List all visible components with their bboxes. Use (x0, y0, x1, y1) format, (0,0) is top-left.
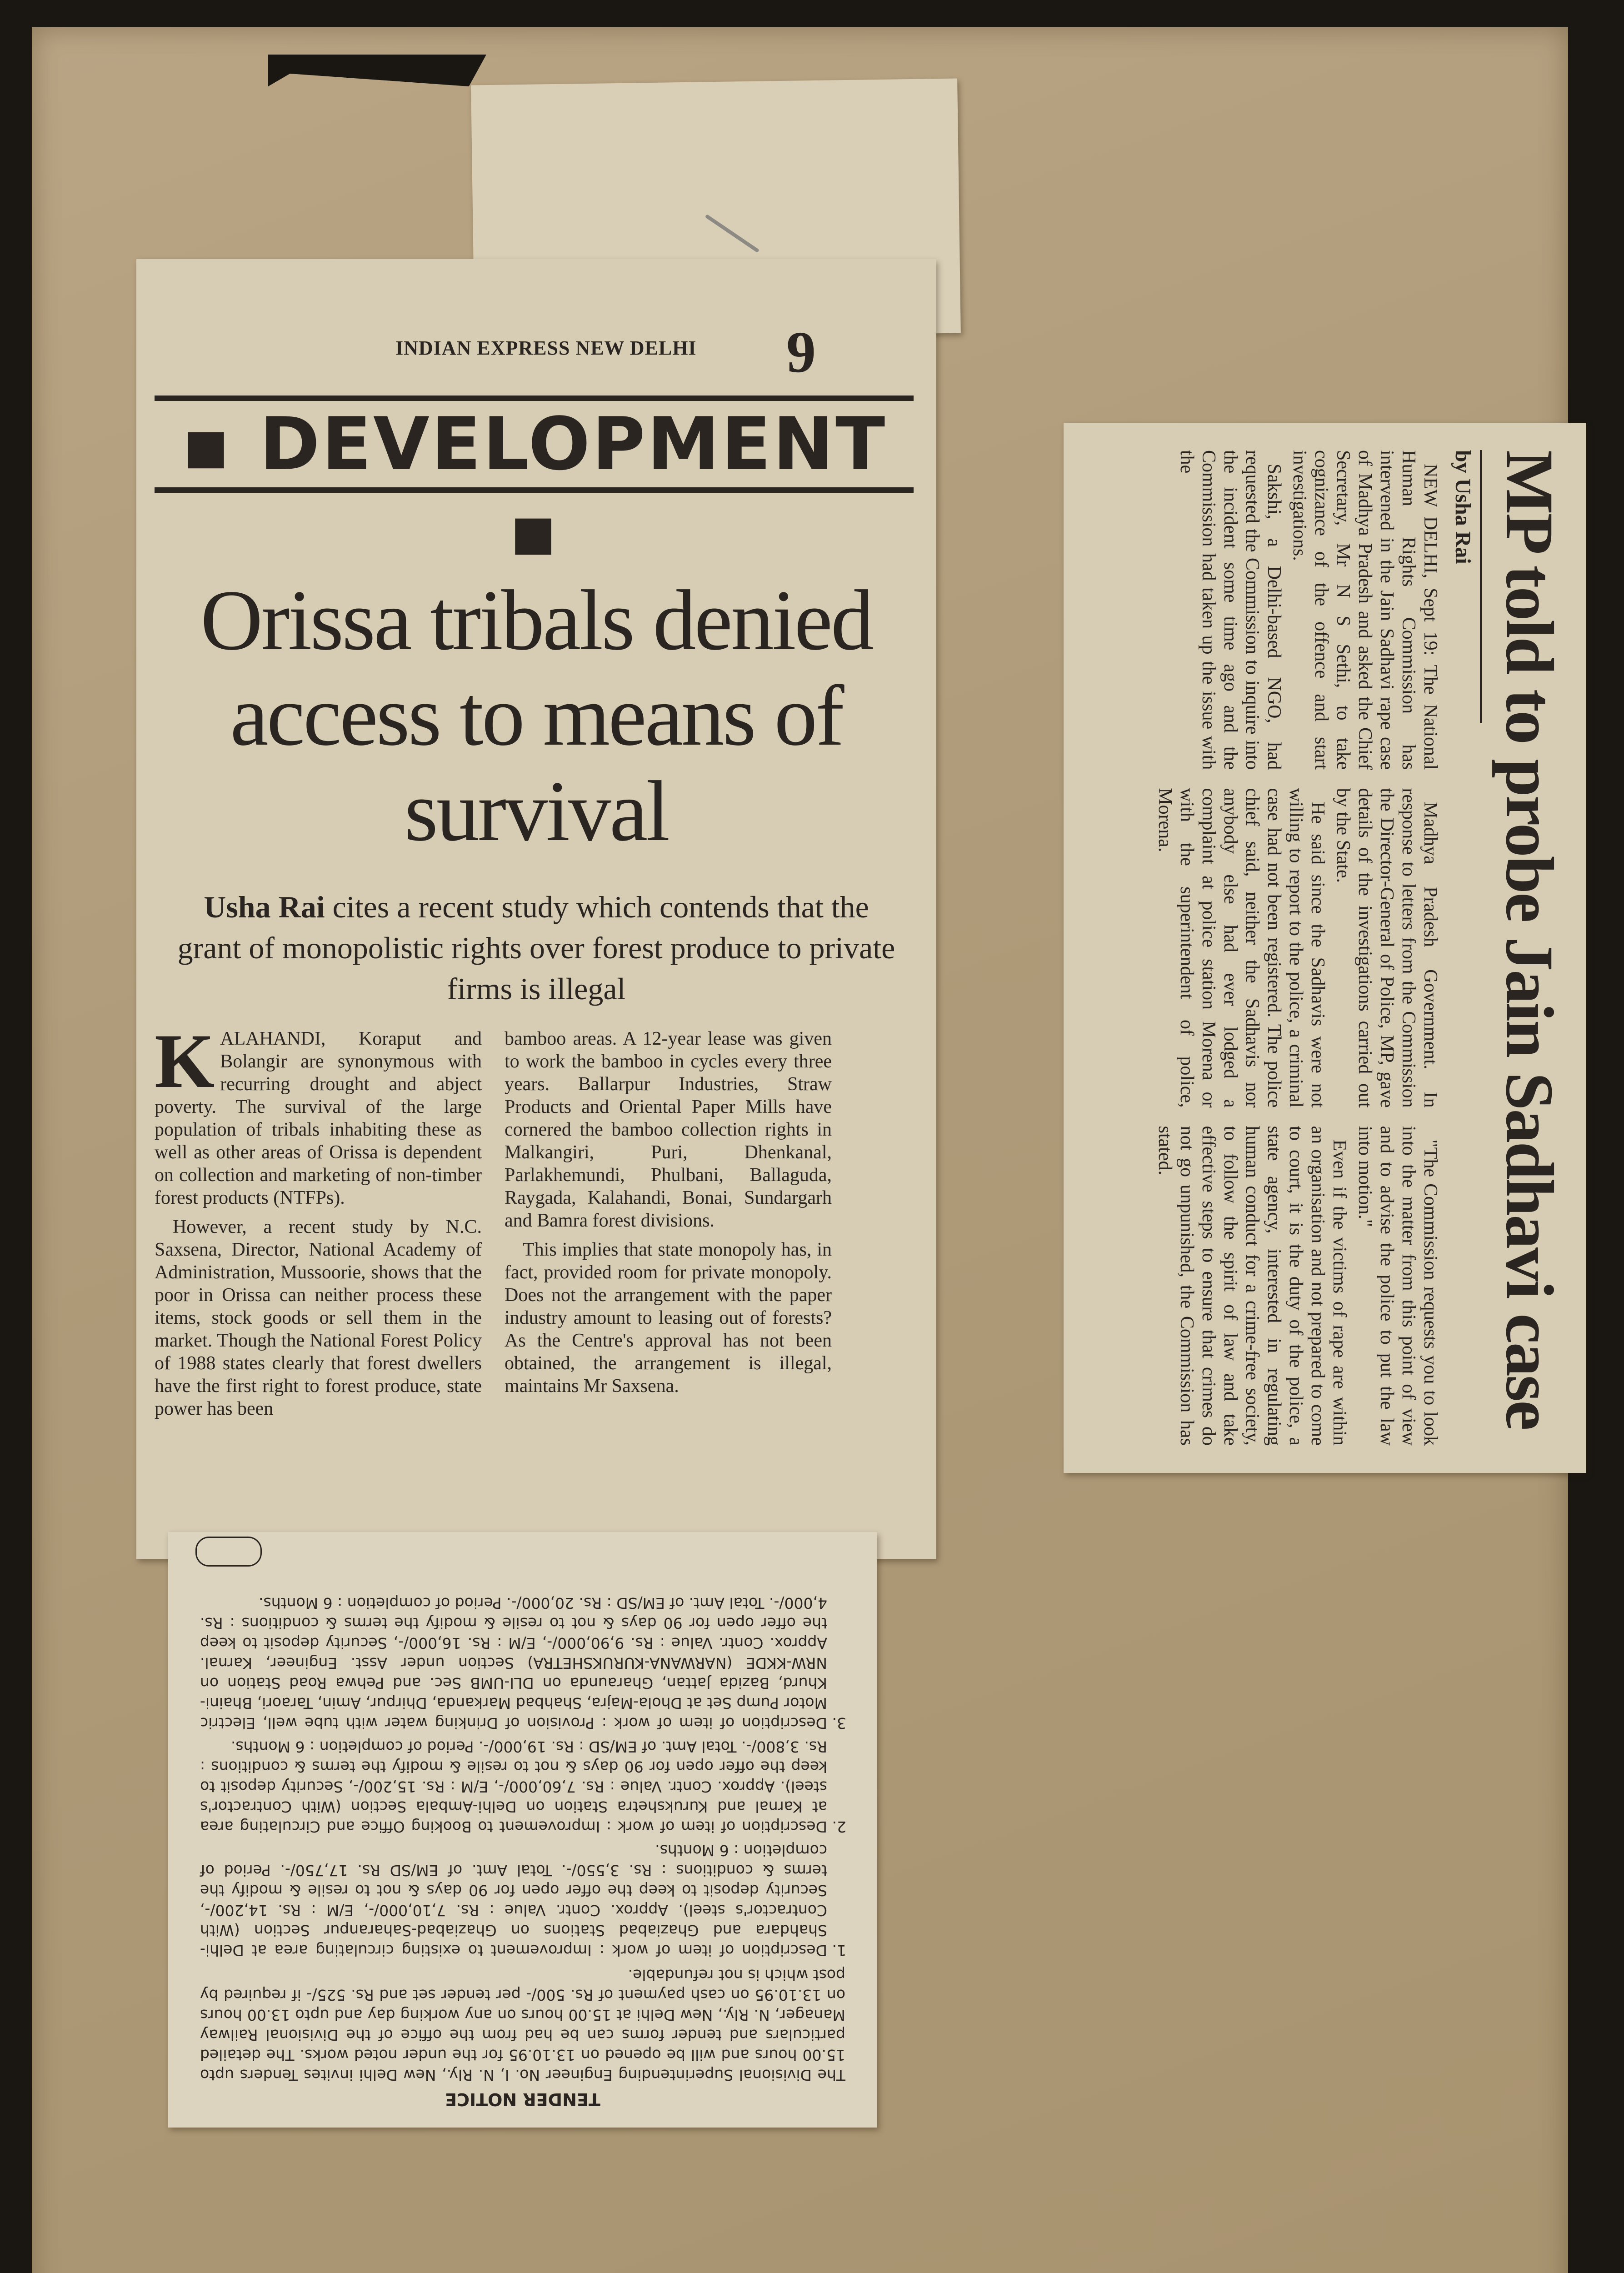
side-article-clipping (1064, 423, 1586, 1473)
torn-edge (268, 55, 486, 86)
section-banner: ▪ DEVELOPMENT ▪ (155, 396, 914, 493)
tender-item: 2. Description of item of work : Improvement to Booking Office and Circulating area at Karnal and Kurukshetra Station on Delhi-Ambala Section (With Contractor's steel). Approx. Contr. Value : Rs. 7,60,000/-, E/M : Rs. 15,200/-, Security deposit to keep the offer open for 90 days & not to resile & modify the terms & conditions : Rs. 3,800/-. Total Amt. of EM/SD : Rs. 19,000/-. Period of completion : 6 Months. (200, 1737, 827, 1837)
tender-notice-clipping (168, 1532, 877, 2128)
paragraph: "The Commission requests you to look into the matter from this point of view and to advise the police to put the law into motion." (1354, 1126, 1441, 1446)
tender-title: TENDER NOTICE (445, 2089, 600, 2109)
paragraph: Madhya Pradesh Government. In response to letters from the Commission the Director-General of Police, MP, gave details of the investigations carried out by the State. (1333, 788, 1441, 1108)
side-column-1 (1150, 450, 1441, 770)
newspaper-name: INDIAN EXPRESS NEW DELHI (395, 337, 697, 359)
side-article-rotated (1082, 441, 1568, 1455)
main-article-clipping (136, 259, 936, 1559)
drop-cap: K (155, 1018, 215, 1104)
staple-icon (705, 214, 760, 253)
paragraph: Sakshi, a Delhi-based NGO, had requested the Commission to inquire into the incident some time ago and the Commission had taken up the issue with the (1176, 450, 1284, 770)
tender-item: 3. Description of item of work : Provision of Drinking water with tube well, Electric Motor Pump Set at Dhola-Majra, Shahbad Markanda, Dhirpur, Amin, Taraori, Bhaini-Khurd, Bazida Jattan, Gharaunda on DLI-UMB Sec. and Pehwa Road Station on NRW-KKDE (NARWANA-KURUKSHETRA) Section under Asst. Engineer, Karnal. Approx. Contr. Value : Rs. 9,90,000/-, E/M : Rs. 16,000/-, Security deposit to keep the offer open for 90 days & not to resile & modify the terms & conditions : Rs. 4,000/-. Total Amt. of EM/SD : Rs. 20,000/-. Period of completion : 6 Months. (200, 1593, 827, 1733)
side-columns (1150, 441, 1441, 1455)
side-headline: MP told to probe Jain Sadhavi case (1492, 450, 1567, 1429)
page-number: 9 (786, 320, 816, 385)
section-title: DEVELOPMENT (259, 401, 887, 486)
tender-items (200, 1593, 845, 1960)
paragraph (155, 1018, 482, 1209)
tender-item: 1. Description of item of work : Improvement to existing circulating area at Delhi-Shahdara and Ghaziabad Stations on Ghaziabad-Saharanpur Section (With Contractor's steel). Approx. Contr. Value : Rs. 7,10,000/-, E/M : Rs. 14,200/-, Security deposit to keep the offer open for 90 days & not to resile & modify the terms & conditions : Rs. 3,550/-. Total Amt. of EM/SD Rs. 17,750/-. Period of completion : 6 Months. (200, 1840, 827, 1960)
paragraph: Even if the victims of rape are within an organisation and not prepared to come to court, it is the duty of the police, a state agency, interested in regulating human conduct for a crime-free society, to follow the spirit of law and take effective steps to ensure that crimes do not go unpunished, the Commission has stated. (1154, 1126, 1350, 1446)
tender-notice-upside-down (168, 1532, 877, 2128)
tender-intro: The Divisional Superintending Engineer No. I, N. Rly., New Delhi invites Tenders upto 15.00 hours and will be opened on 13.10.95 for the under noted works. The detailed particulars and tender forms can be had from the office of the Divisional Railway Manager, N. Rly., New Delhi at 15.00 hours on any working day and upto 13.00 hours on 13.10.95 on cash payment of Rs. 500/- per tender set and Rs. 525/- if required by post which is not refundable. (200, 1966, 845, 2084)
deck (173, 886, 900, 1009)
paragraph: NEW DELHI, Sept 19: The National Human Rights Commission has intervened in the Jain Sadhavi rape case of Madhya Pradesh and asked the Chief Secretary, Mr N S Sethi, to take cognizance of the offence and start investigations. (1289, 450, 1441, 770)
paragraph: bamboo areas. A 12-year lease was given to work the bamboo in cycles every three years. Ballarpur Industries, Straw Products and Oriental Paper Mills have cornered the bamboo collection rights in Malkangiri, Puri, Dhenkanal, Parlakhemundi, Phulbani, Ballaguda, Raygada, Kalahandi, Bonai, Sundargarh and Bamra forest divisions. (505, 1028, 832, 1231)
railway-logo-icon (195, 1537, 262, 1567)
paragraph: However, a recent study by N.C. Saxsena, Director, National Academy of Administration, Mussoorie, shows that the poor in Orissa can neither process these items, stock goods or sell them in the market. Though the National Forest Policy of 1988 states clearly that forest dwellers have the first right to forest produce, state power has been (155, 1217, 482, 1419)
deck-text: cites a recent study which contends that the grant of monopolistic rights over forest produce to private firms is illegal (177, 890, 895, 1006)
paragraph: He said since the Sadhavis were not willing to report to the police, a criminal case had not been registered. The police chief said, neither the Sadhavis nor anybody else had ever lodged a complaint at police station Morena or with the superintendent of police, Morena. (1154, 788, 1328, 1108)
article-column-1 (155, 1018, 482, 1427)
side-column-3 (1150, 1126, 1441, 1446)
paragraph: This implies that state monopoly has, in fact, provided room for private monopoly. Does not the arrangement with the paper industry amount to leasing out of forests? As the Centre's approval has not been obtained, the arrangement is illegal, maintains Mr Saxsena. (505, 1239, 832, 1397)
article-column-2 (505, 1027, 832, 1404)
headline: Orissa tribals denied access to means of survival (200, 573, 872, 859)
scrapbook-sheet (32, 27, 1568, 2273)
paragraph-text: ALAHANDI, Koraput and Bolangir are synonymous with recurring drought and abject poverty. The survival of the large population of tribals inhabiting these as well as other areas of Orissa is dependent on collection and marketing of non-timber forest products (NTFPs). (155, 1028, 482, 1208)
deck-author: Usha Rai (204, 890, 325, 924)
side-byline: by Usha Rai (1450, 450, 1482, 723)
side-column-2 (1150, 788, 1441, 1107)
